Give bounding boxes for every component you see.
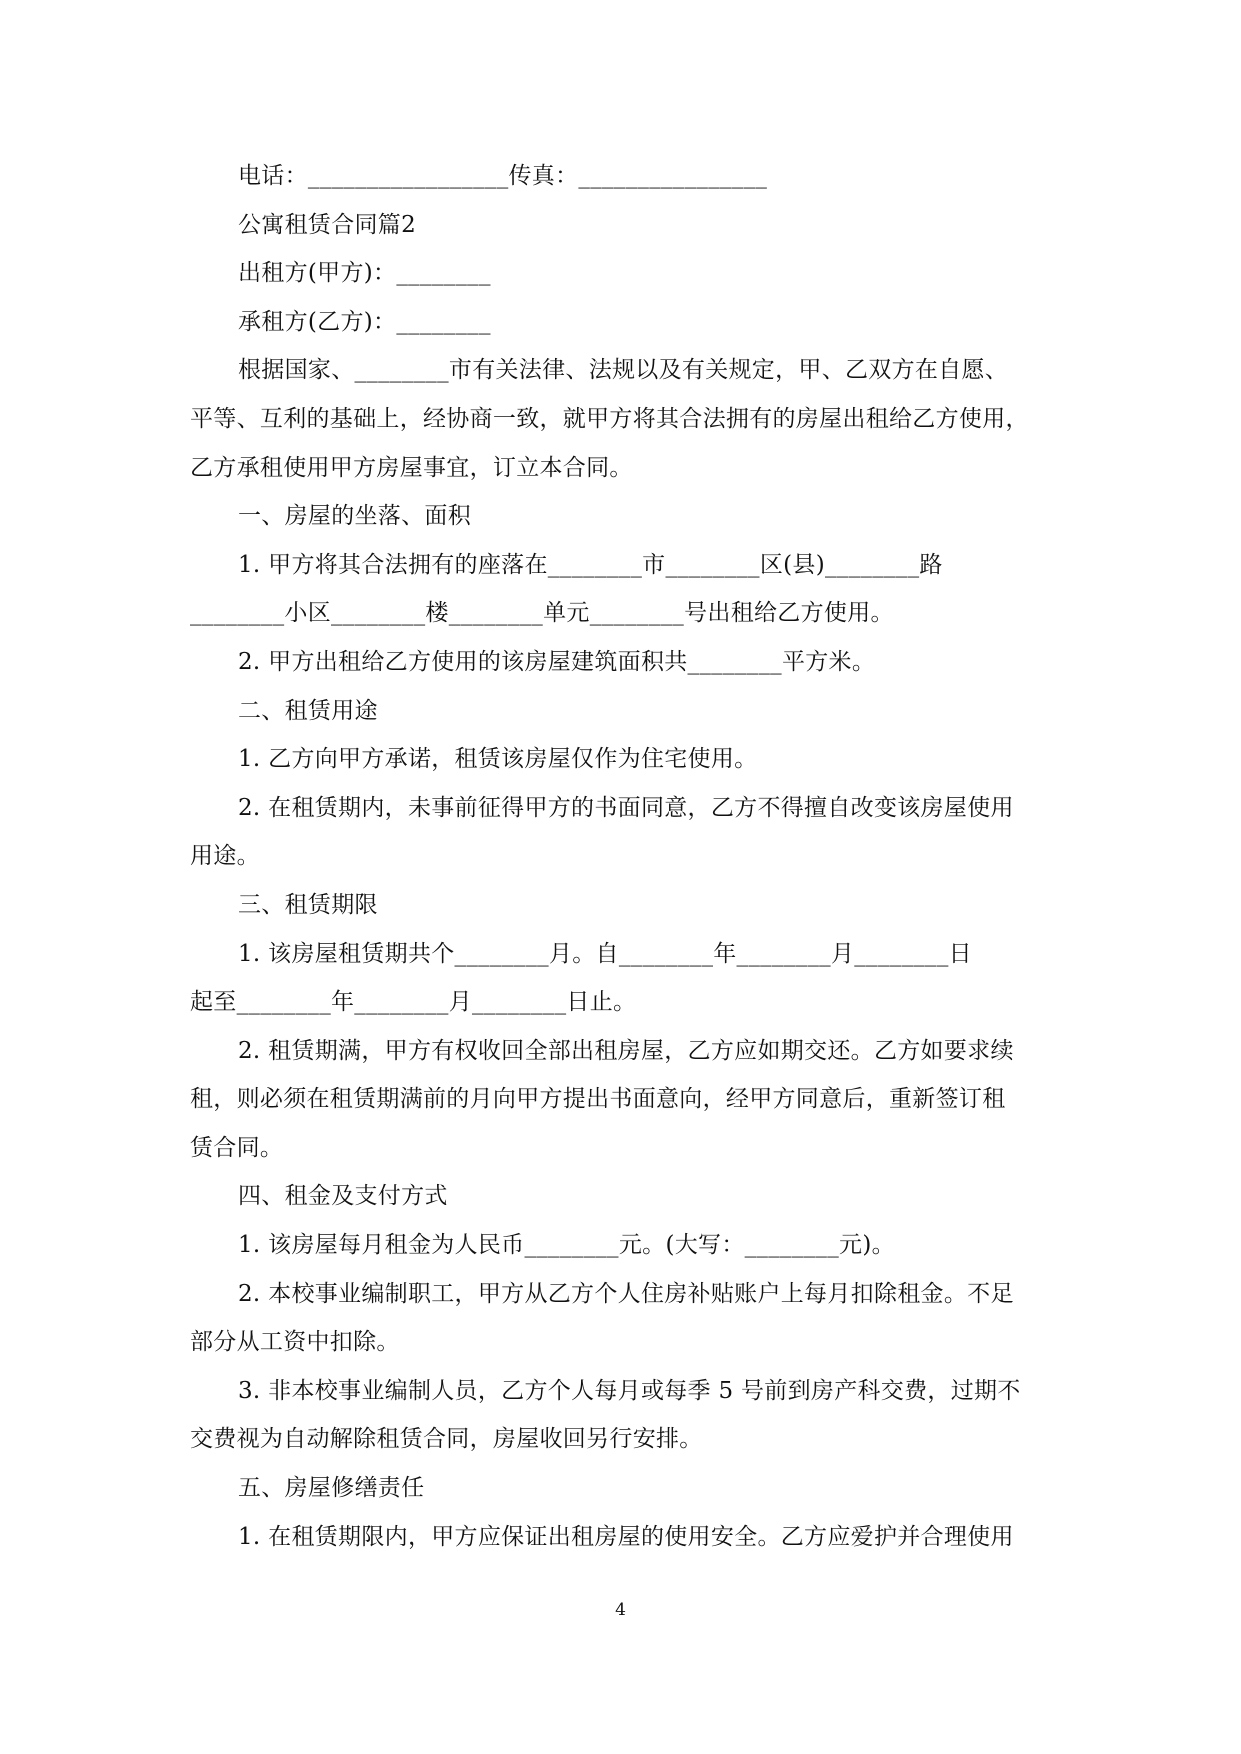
text-line: 1. 乙方向甲方承诺，租赁该房屋仅作为住宅使用。 [238, 746, 758, 773]
text-line: 租，则必须在租赁期满前的月向甲方提出书面意向，经甲方同意后，重新签订租 [190, 1086, 1006, 1113]
text-line: ________小区________楼________单元________号出租给乙方使用。 [190, 600, 894, 627]
text-line: 电话：_________________传真：________________ [238, 163, 768, 189]
text-line: 五、房屋修缮责任 [238, 1475, 425, 1502]
text-line: 2. 甲方出租给乙方使用的该房屋建筑面积共________平方米。 [238, 648, 876, 675]
text-line: 交费视为自动解除租赁合同，房屋收回另行安排。 [190, 1426, 703, 1453]
text-line: 2. 在租赁期内，未事前征得甲方的书面同意，乙方不得擅自改变该房屋使用 [238, 794, 1014, 821]
contract-body [190, 152, 1052, 1561]
text-line: 1. 在租赁期限内，甲方应保证出租房屋的使用安全。乙方应爱护并合理使用 [238, 1523, 1014, 1550]
text-line: 赁合同。 [190, 1134, 284, 1161]
page-number: 4 [615, 1600, 626, 1620]
text-line: 一、房屋的坐落、面积 [238, 503, 471, 530]
text-line: 公寓租赁合同篇2 [238, 211, 417, 238]
text-line: 1. 该房屋每月租金为人民币________元。(大写：________元)。 [238, 1232, 895, 1259]
text-line: 二、租赁用途 [238, 697, 378, 724]
text-line: 平等、互利的基础上，经协商一致，就甲方将其合法拥有的房屋出租给乙方使用， [190, 405, 1029, 432]
text-line: 2. 本校事业编制职工，甲方从乙方个人住房补贴账户上每月扣除租金。不足 [238, 1280, 1014, 1307]
text-line: 三、租赁期限 [238, 891, 378, 918]
text-line: 部分从工资中扣除。 [190, 1329, 400, 1356]
text-line: 1. 甲方将其合法拥有的座落在________市________区(县)________路 [238, 551, 943, 578]
text-line: 乙方承租使用甲方房屋事宜，订立本合同。 [190, 454, 633, 481]
text-line: 2. 租赁期满，甲方有权收回全部出租房屋，乙方应如期交还。乙方如要求续 [238, 1037, 1014, 1064]
text-line: 出租方(甲方)：________ [238, 260, 491, 287]
text-line: 四、租金及支付方式 [238, 1183, 448, 1210]
text-line: 承租方(乙方)：________ [238, 308, 491, 335]
text-line: 起至________年________月________日止。 [190, 989, 637, 1016]
text-line: 3. 非本校事业编制人员，乙方个人每月或每季 5 号前到房产科交费，过期不 [238, 1377, 1021, 1404]
text-line: 用途。 [190, 843, 260, 870]
text-line: 1. 该房屋租赁期共个________月。自________年________月________日 [238, 940, 972, 967]
text-line: 根据国家、________市有关法律、法规以及有关规定，甲、乙双方在自愿、 [238, 357, 1009, 384]
